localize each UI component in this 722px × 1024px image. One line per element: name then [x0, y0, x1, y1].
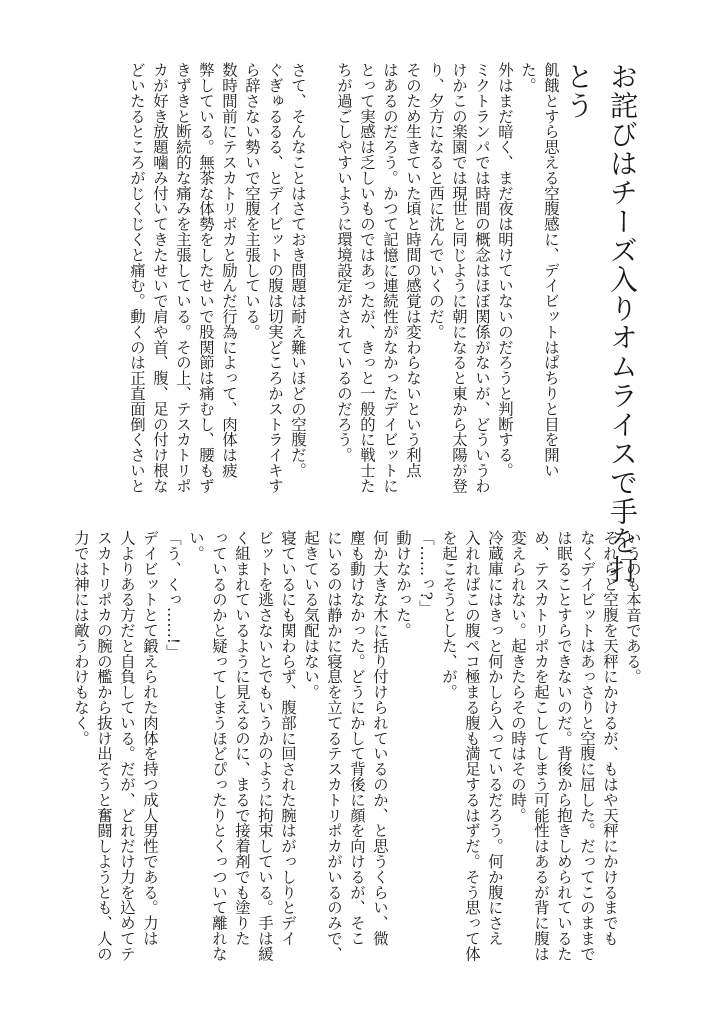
text-column-top: 飢餓とすら思える空腹感に、デイビットはぱちりと目を開い た。 外はまだ暗く、まだ夜は明けていないのだろうと判断する。 ミクトランパでは時間の概念はほぼ関係がないが、どういうわ けかこの楽園では現世と同じように朝になると東から太陽が登 り、夕方になると西に沈んでいくのだ。 そのため生きていた頃と時間の感覚は変わらないという利点 はあるのだろう。かつて記憶に連続性がなかったデイビットに とって実感は乏しいものではあったが、きっと一般的に戦士た ちが過ごしやすいように環境設定がされているのだろう。 さて、そんなことはさておき問題は耐え難いほどの空腹だ。 ぐぎゅるるる、とデイビットの腹は切実どころかストライキす ら辞さない勢いで空腹を主張している。 数時間前にテスカトリポカと励んだ行為によって、肉体は疲 弊している。無茶な体勢をしたせいで股関節は痛むし、腰もず きずきと断続的な痛みを主張している。その上、テスカトリポ カが好き放題噛み付いてきたせいで肩や首、腹、足の付け根な どいたるところがじくじくと痛む。動くのは正直面倒くさいと	[128, 62, 560, 494]
chapter-title: お詫びはチーズ入りオムライスで手を打 とう	[562, 62, 639, 584]
text-column-bottom: いうのも本音である。 それらと空腹を天秤にかけるが、もはや天秤にかけるまでも なくデイビットはあっさりと空腹に屈した。だってこのままで は眠ることすらできないのだ。背後から抱きしめられているた め、テスカトリポカを起こしてしまう可能性はあるが背に腹は 変えられない。起きたらその時はその時。 冷蔵庫にはきっと何かしら入っているだろう。何か腹にさえ 入れればこの腹ペコ極まる腹も満足するはずだ。そう思って体 を起こそうとした、が。 「……っ?」 動けなかった。 何か大きな木に括り付けられているのか、と思うくらい、微 塵も動けなかった。どうにかして背後に顔を向けるが、そこ にいるのは静かに寝息を立てるテスカトリポカがいるのみで、 起きている気配はない。 寝ているにも関わらず、腹部に回された腕はがっしりとデイ ビットを逃さないとでもいうかのように拘束している。手は緩 く組まれているように見えるのに、まるで接着剤でも塗りた っているのかと疑ってしまうほどぴったりとくっついて離れな い。 「う、くっ……!」 デイビットとて鍛えられた肉体を持つ成人男性である。力は 人よりある方だと自負している。だが、どれだけ力を込めてテ スカトリポカの腕の檻から抜け出そうと奮闘しようとも、人の 力では神には敵うわけもなく。	[72, 530, 642, 962]
